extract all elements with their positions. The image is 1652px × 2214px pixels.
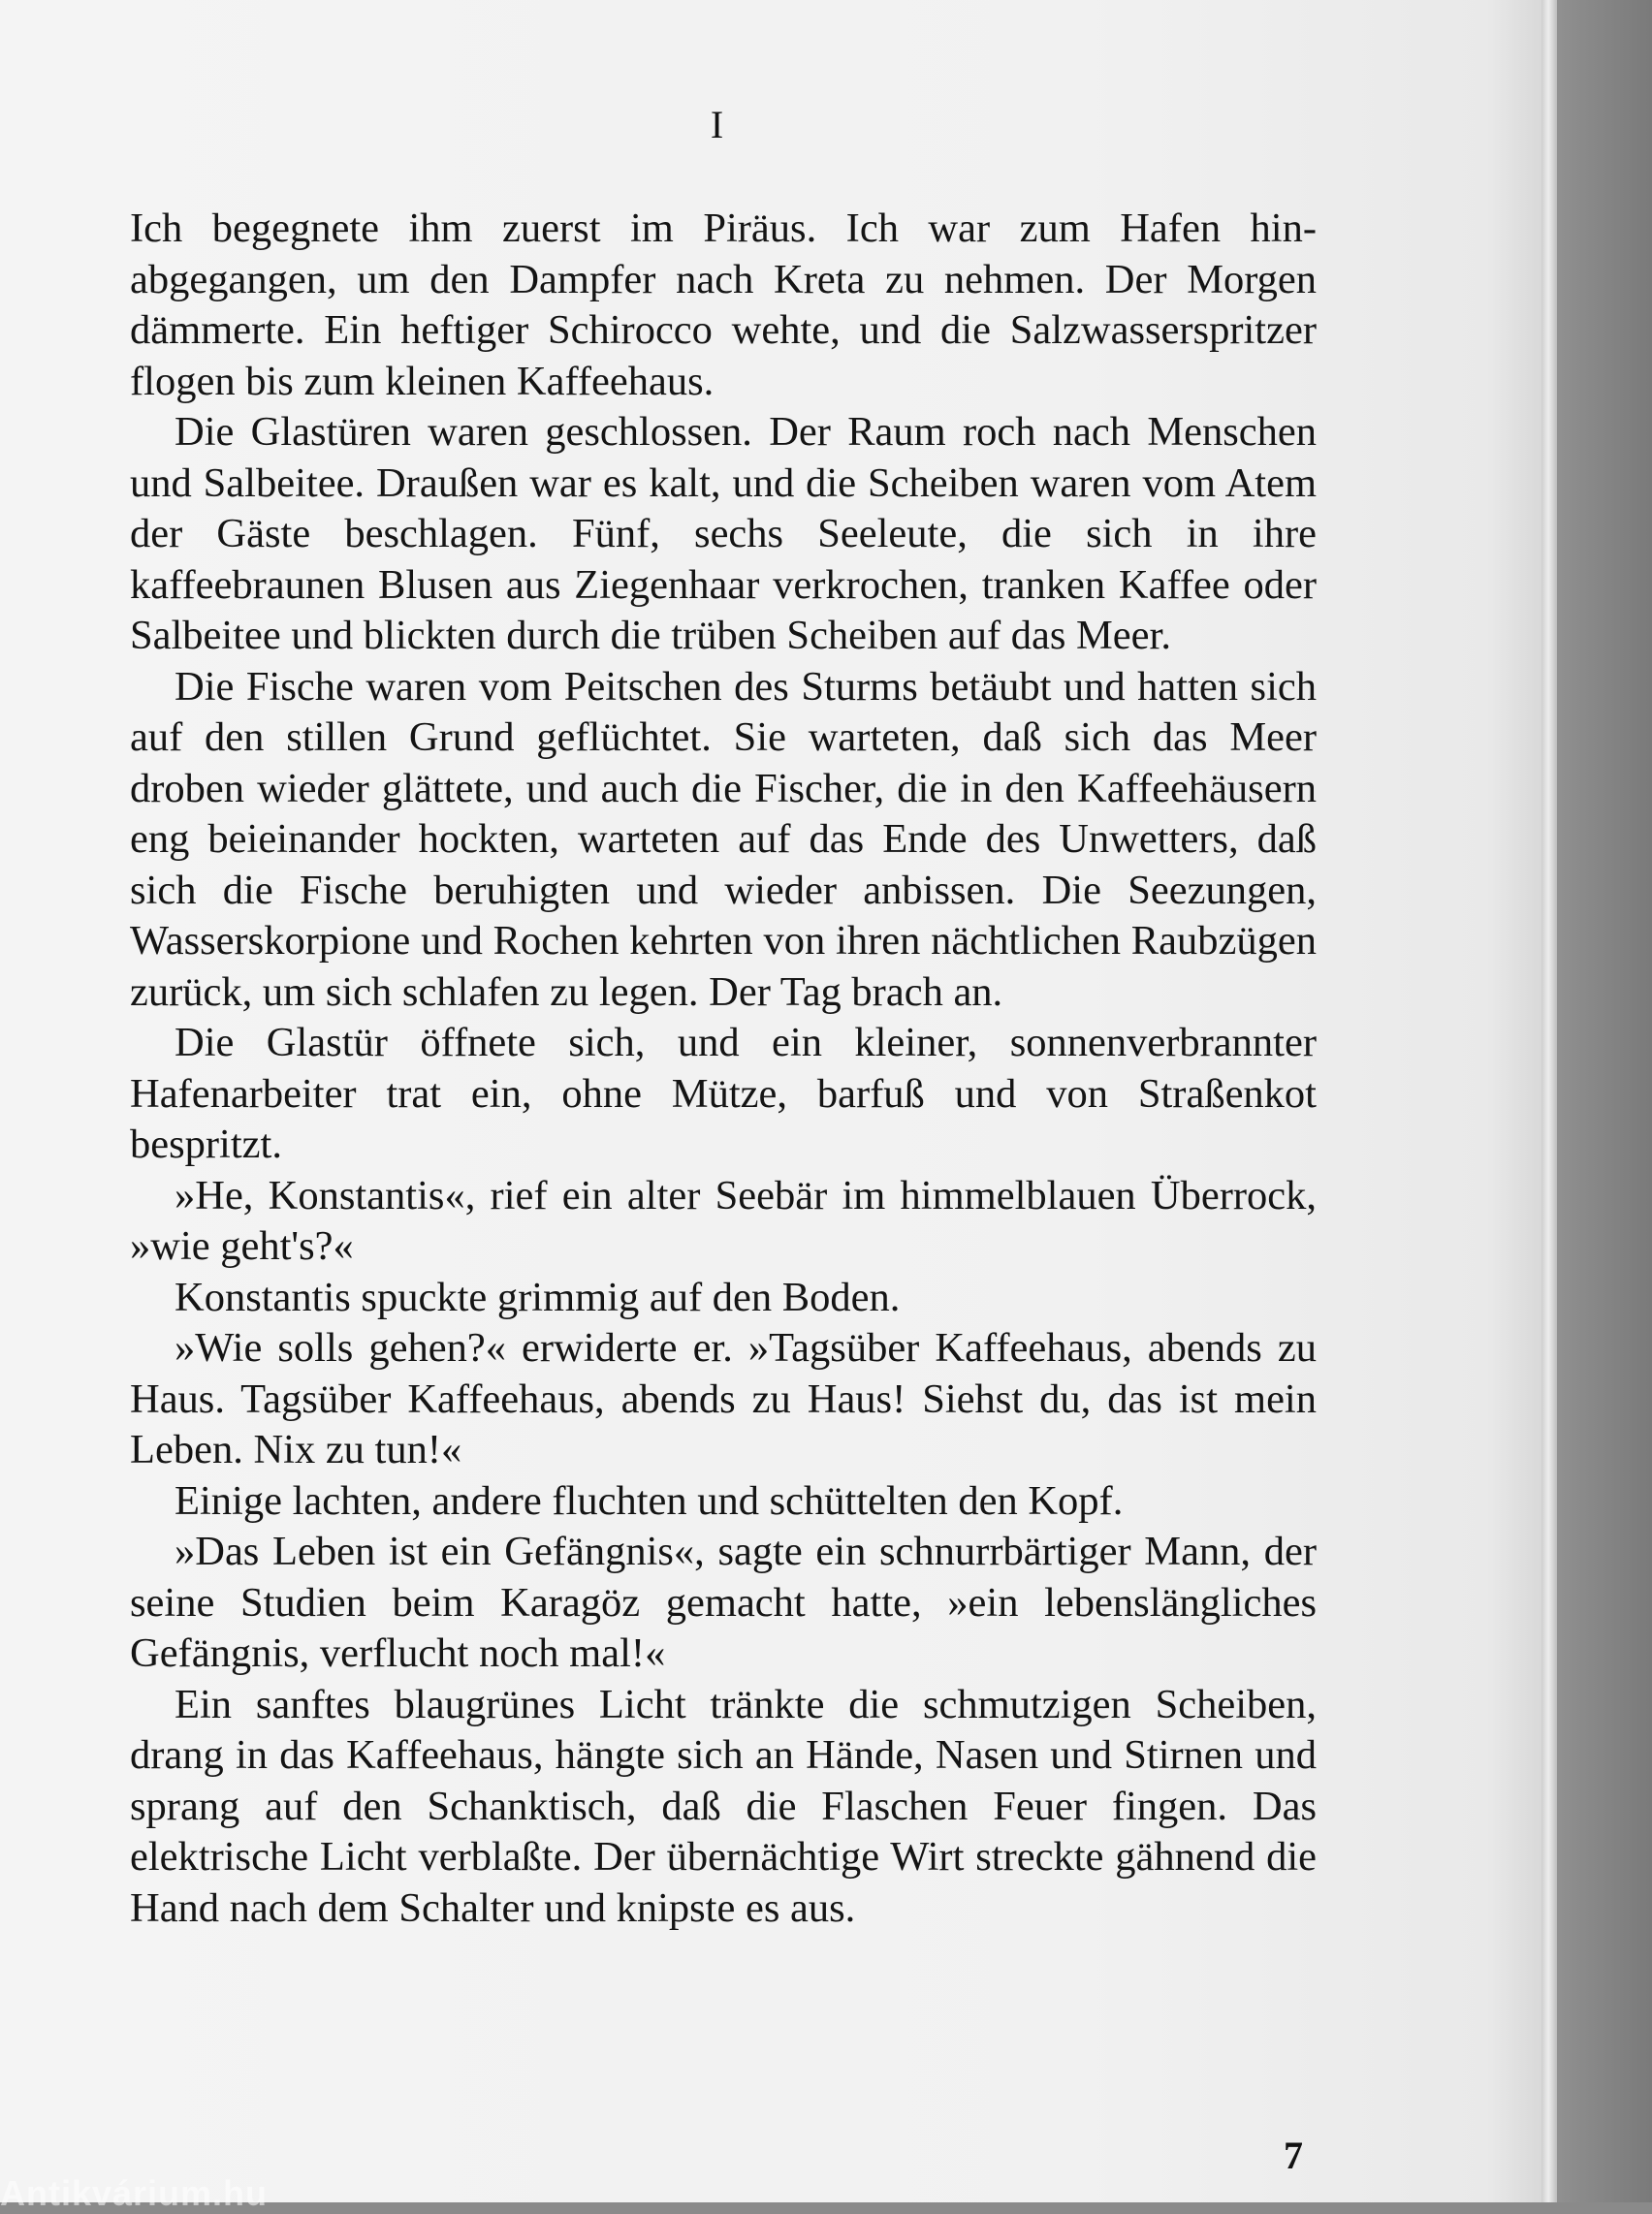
chapter-text	[130, 204, 1317, 1934]
paragraph-5: »He, Konstantis«, rief ein alter Seebär im himmelblauen Überrock, »wie geht's?«	[130, 1172, 1317, 1269]
paragraph-4: Die Glastür öffnete sich, und ein kleiner, sonnenverbrannter Hafenarbeiter trat ein, ohne Mütze, barfuß und von Straßenkot bespritzt.	[130, 1020, 1317, 1167]
paragraph-6: Konstantis spuckte grimmig auf den Boden.	[175, 1274, 901, 1320]
paragraph-10: Ein sanftes blaugrünes Licht tränkte die schmutzigen Scheiben, drang in das Kaffeehaus, hängte sich an Hände, Nasen und Stirnen und sprang auf den Schanktisch, daß die Flaschen Feuer fingen. Das elektrische Licht verblaßte. Der übernächtige Wirt streckte gähnend die Hand nach dem Schalter und knipste es aus.	[130, 1681, 1317, 1931]
paragraph-2: Die Glastüren waren geschlossen. Der Raum roch nach Menschen und Salbeitee. Draußen war es kalt, und die Scheiben waren vom Atem der Gäste beschlagen. Fünf, sechs Seeleute, die sich in ihre kaffeebraunen Blusen aus Ziegenhaar verkrochen, tranken Kaffee oder Salbeitee und blickten durch die trüben Scheiben auf das Meer.	[130, 409, 1317, 658]
paragraph-3: Die Fische waren vom Peitschen des Sturms betäubt und hatten sich auf den stillen Grund geflüchtet. Sie warteten, daß sich das Meer droben wieder glättete, und auch die Fischer, die in den Kaffeehäusern eng beieinander hockten, warteten auf das Ende des Unwetters, daß sich die Fische beruhigten und wieder anbissen. Die Seezungen, Wasserskorpione und Rochen kehrten von ihren nächtlichen Raubzügen zurück, um sich schlafen zu legen. Der Tag brach an.	[130, 663, 1317, 1015]
paragraph-7: »Wie solls gehen?« erwiderte er. »Tagsüber Kaffeehaus, abends zu Haus. Tagsüber Kaffeehaus, abends zu Haus! Siehst du, das ist mein Leben. Nix zu tun!«	[130, 1325, 1317, 1472]
paragraph-1: Ich begegnete ihm zuerst im Piräus. Ich war zum Hafen hinabgegangen, um den Dampfer nach Kreta zu nehmen. Der Morgen dämmerte. Ein heftiger Schirocco wehte, und die Salzwasserspritzer flogen bis zum kleinen Kaffeehaus.	[130, 206, 1317, 404]
page-edge	[1541, 0, 1557, 2202]
paragraph-8: Einige lachten, andere fluchten und schüttelten den Kopf.	[175, 1477, 1124, 1524]
chapter-heading: I	[710, 103, 725, 146]
watermark: Antikvárium.hu	[0, 2173, 269, 2213]
paragraph-9: »Das Leben ist ein Gefängnis«, sagte ein schnurrbärtiger Mann, der seine Studien beim Karagöz gemacht hatte, »ein lebenslängliches Gefängnis, verflucht noch mal!«	[130, 1529, 1317, 1676]
page-number: 7	[1284, 2134, 1303, 2177]
